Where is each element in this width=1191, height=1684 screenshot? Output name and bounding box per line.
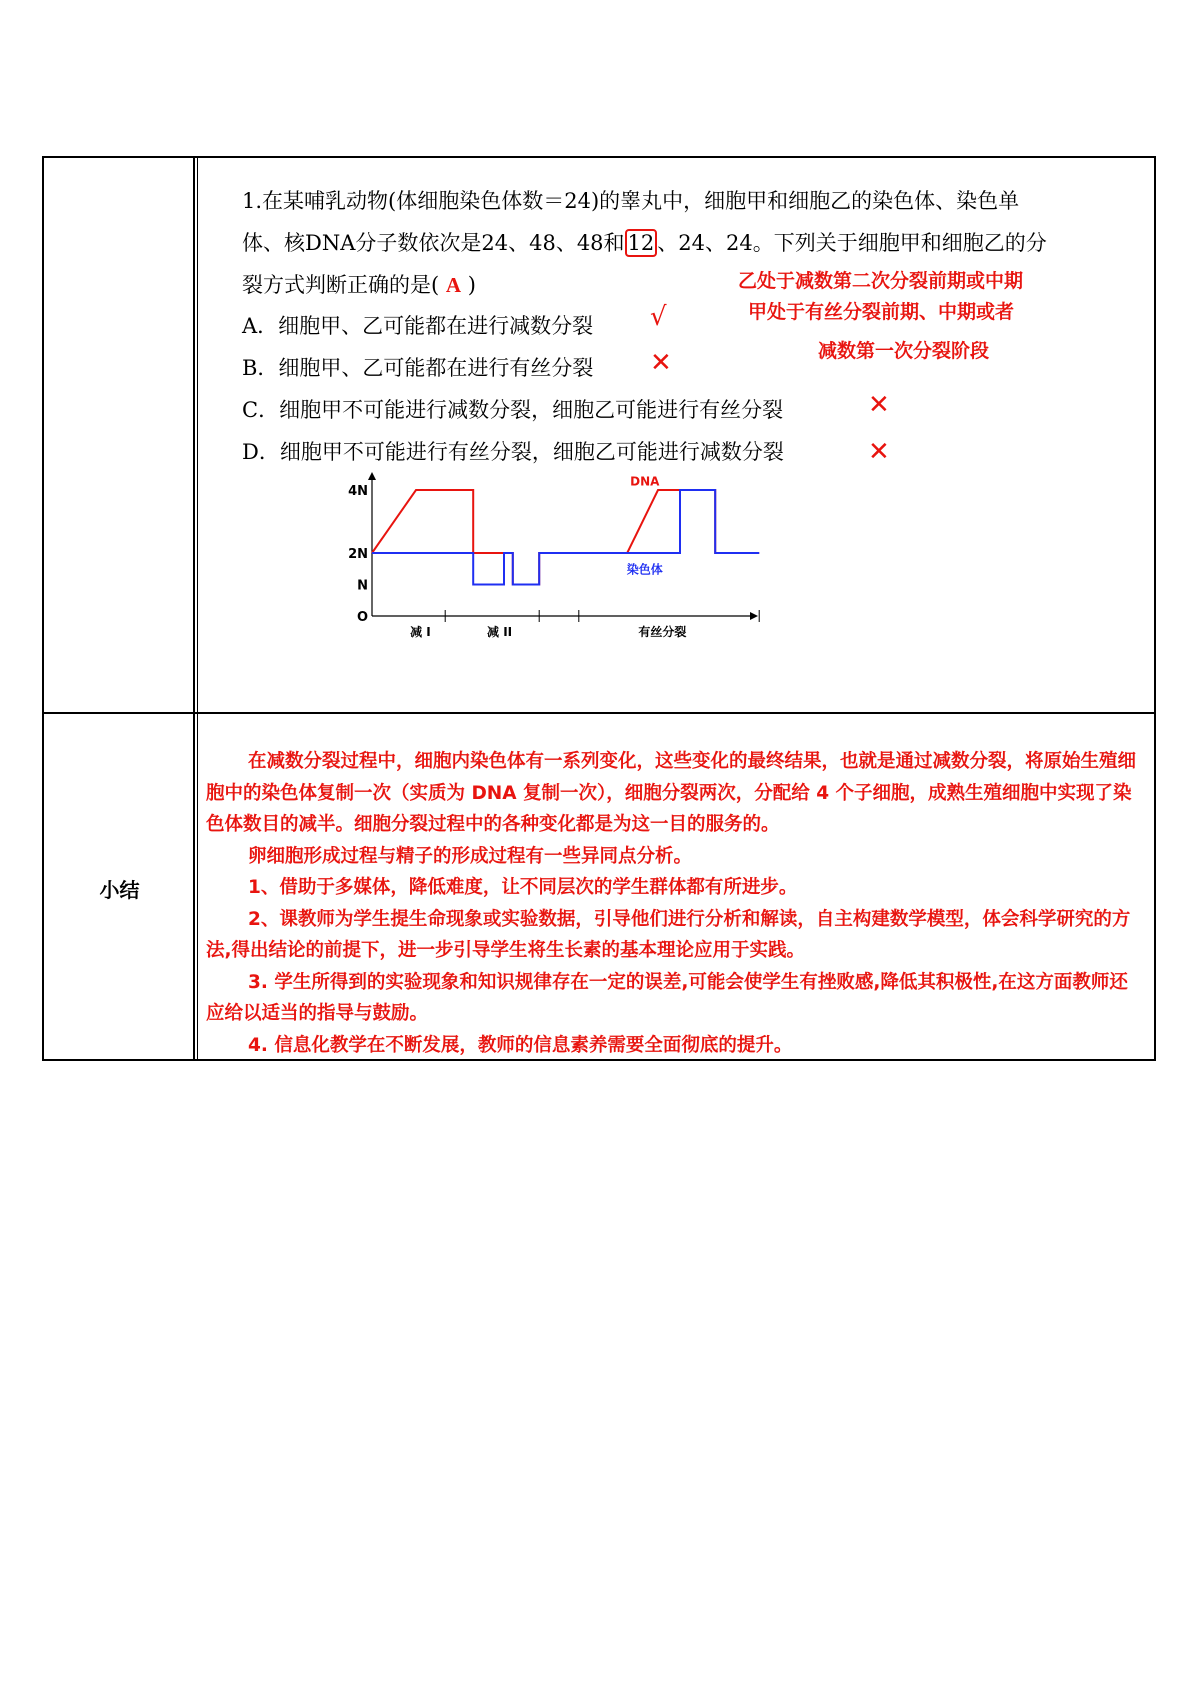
- x-stage-label: 减 II: [487, 625, 513, 639]
- summary-paragraph-2: 卵细胞形成过程与精子的形成过程有一些异同点分析。: [248, 845, 693, 867]
- question-line-3: [242, 264, 476, 306]
- series-label: 染色体: [626, 562, 663, 577]
- answer-letter: A: [445, 273, 462, 297]
- y-axis-arrow: [368, 472, 376, 480]
- series-label: DNA: [630, 474, 660, 489]
- table-row-divider: [42, 712, 1156, 714]
- table-column-divider-inner: [197, 156, 198, 1061]
- series-line-chromosome: [372, 490, 759, 585]
- y-tick-label: O: [356, 610, 368, 625]
- chart-x-labels: [410, 624, 686, 639]
- question-line-3-end: ): [467, 273, 476, 297]
- question-line-2: [242, 222, 1047, 264]
- cross-mark-icon: ✕: [868, 437, 890, 467]
- chart-y-labels: [348, 484, 368, 625]
- x-axis-arrow: [750, 612, 758, 620]
- y-tick-label: N: [357, 578, 368, 594]
- question-line-2-end: 、24、24。下列关于细胞甲和细胞乙的分: [657, 231, 1047, 255]
- cross-mark-icon: ✕: [868, 390, 890, 420]
- summary-paragraph-4: 2、课教师为学生提生命现象或实验数据，引导他们进行分析和解读，自主构建数学模型，体会科学研究的方法,得出结论的前提下，进一步引导学生将生长素的基本理论应用于实践。: [206, 908, 1131, 961]
- option-b: B．细胞甲、乙可能都在进行有丝分裂: [242, 356, 594, 380]
- y-tick-label: 2N: [348, 547, 368, 562]
- chromosome-dna-chart: [330, 470, 800, 660]
- summary-content: [206, 746, 1146, 1061]
- question-line-2-start: 体、核DNA分子数依次是24、48、48和: [242, 231, 625, 255]
- chart-lines: [372, 490, 759, 585]
- boxed-number: 12: [625, 229, 658, 257]
- question-line-1-text: 1.在某哺乳动物(体细胞染色体数＝24)的睾丸中，细胞甲和细胞乙的染色体、染色单: [242, 189, 1020, 213]
- option-a: A．细胞甲、乙可能都在进行减数分裂: [242, 314, 594, 338]
- summary-paragraph-6: 4. 信息化教学在不断发展，教师的信息素养需要全面彻底的提升。: [248, 1034, 793, 1056]
- series-line-dna: [372, 490, 759, 585]
- option-c: C．细胞甲不可能进行减数分裂，细胞乙可能进行有丝分裂: [242, 398, 784, 422]
- annotation-line-3: 减数第一次分裂阶段: [818, 340, 990, 362]
- annotation-line-2: 甲处于有丝分裂前期、中期或者: [748, 301, 1015, 323]
- table-right-border: [1154, 156, 1156, 1061]
- option-d: D．细胞甲不可能进行有丝分裂，细胞乙可能进行减数分裂: [242, 440, 784, 464]
- question-line-3-start: 裂方式判断正确的是(: [242, 273, 440, 297]
- question-line-1: [242, 180, 1019, 222]
- annotation-line-1: 乙处于减数第二次分裂前期或中期: [738, 270, 1024, 292]
- summary-paragraph-1: 在减数分裂过程中，细胞内染色体有一系列变化，这些变化的最终结果，也就是通过减数分裂，将原始生殖细胞中的染色体复制一次（实质为 DNA 复制一次），细胞分裂两次，分配给 4 个子细胞，成熟生殖细胞中实现了染色体数目的减半。细胞分裂过程中的各种变化都是为这一目的服务的。: [206, 751, 1137, 835]
- summary-paragraph-5: 3. 学生所得到的实验现象和知识规律存在一定的误差,可能会使学生有挫败感,降低其积极性,在这方面教师还应给以适当的指导与鼓励。: [206, 971, 1128, 1024]
- chart-axes: [368, 472, 759, 622]
- table-left-border: [42, 156, 44, 1061]
- x-stage-label: 有丝分裂: [638, 625, 687, 639]
- table-column-divider: [193, 156, 195, 1061]
- summary-row-label: 小结: [99, 878, 140, 902]
- x-stage-label: 减 I: [410, 625, 431, 639]
- y-tick-label: 4N: [348, 484, 368, 499]
- summary-paragraph-3: 1、借助于多媒体，降低难度，让不同层次的学生群体都有所进步。: [248, 877, 798, 898]
- cross-mark-icon: ✕: [650, 348, 672, 378]
- check-mark-icon: √: [650, 302, 667, 332]
